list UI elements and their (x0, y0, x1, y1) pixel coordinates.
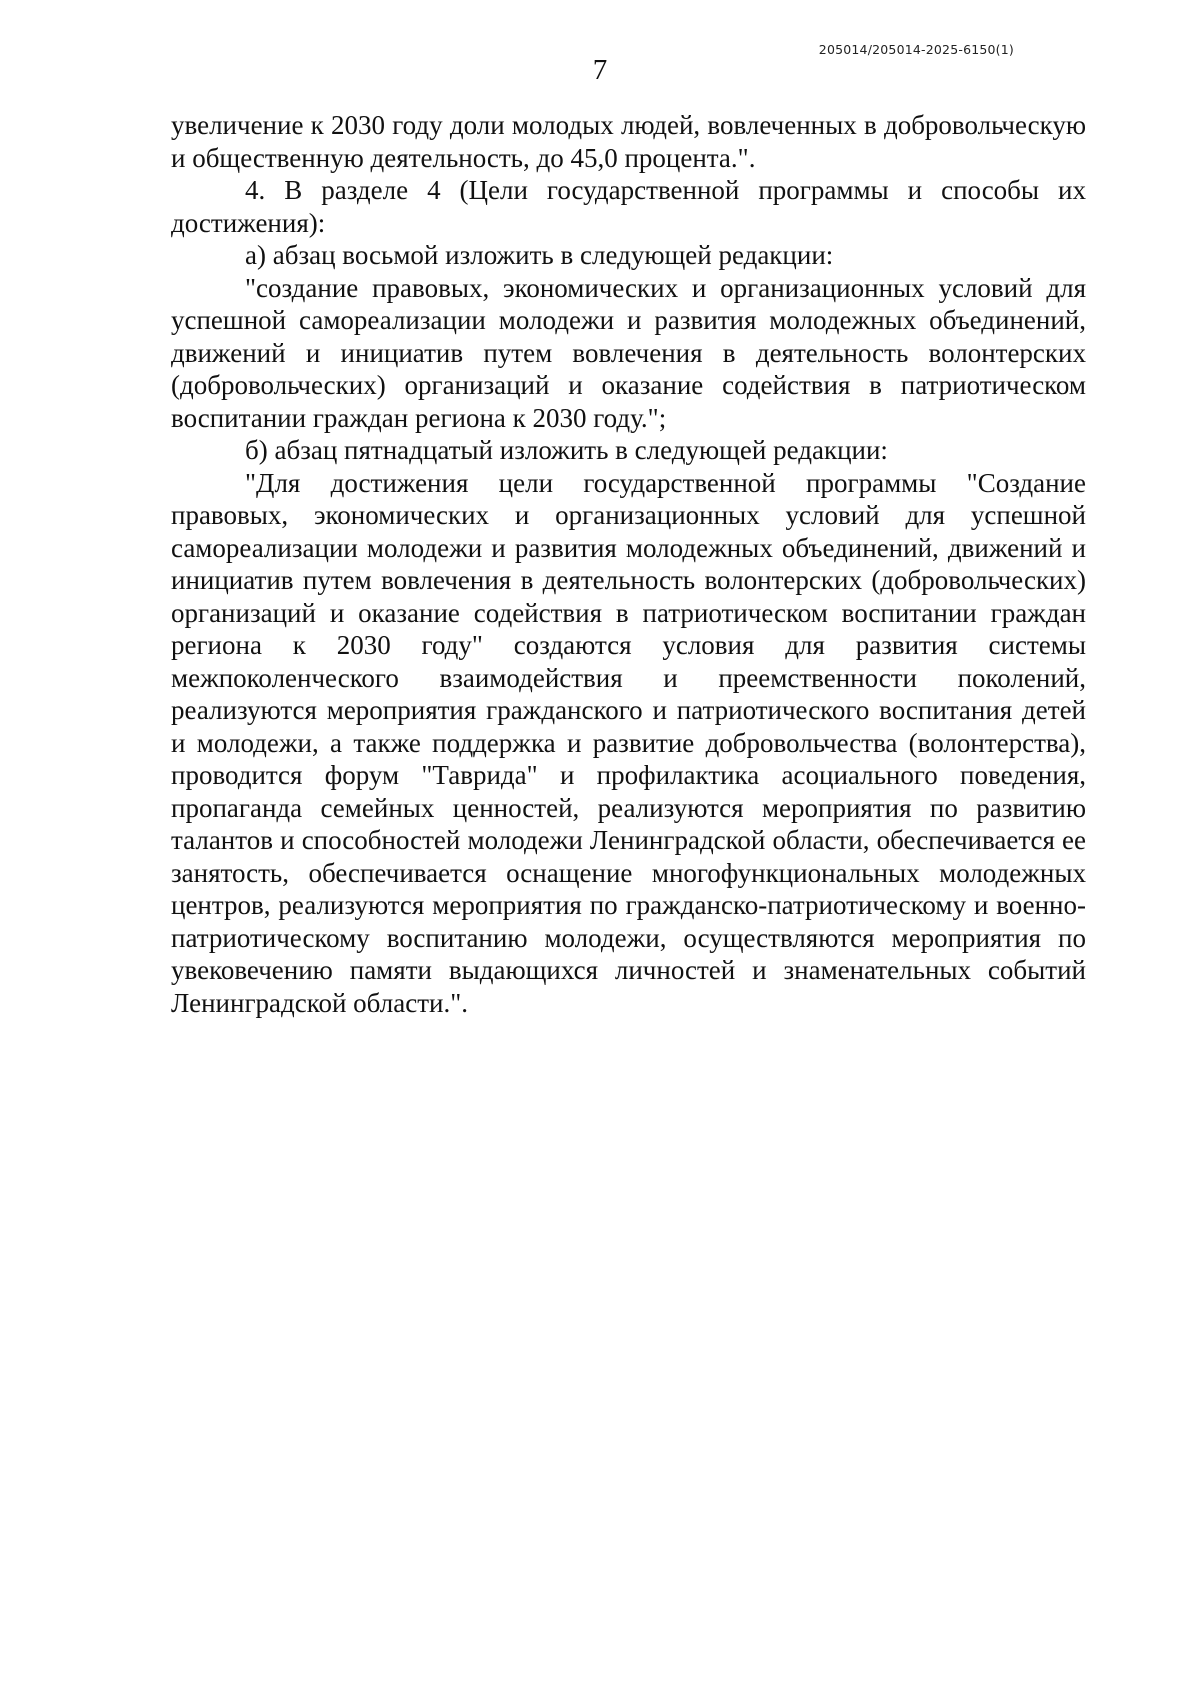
paragraph-section-4: 4. В разделе 4 (Цели государственной программы и способы их достижения): (171, 175, 1086, 238)
paragraph-quote-a: "создание правовых, экономических и организационных условий для успешной самореализации молодежи и развития молодежных объединений, движений и инициатив путем вовлечения в деятельность волонтерских (добровольческих) организаций и оказание содействия в патриотическом воспитании граждан региона к 2030 году."; (171, 272, 1086, 433)
paragraph-item-a: а) абзац восьмой изложить в следующей редакции: (245, 240, 834, 270)
document-body (171, 109, 1086, 1019)
registration-number: 205014/205014-2025-6150(1) (818, 42, 1014, 57)
paragraph-continuation: увеличение к 2030 году доли молодых людей, вовлеченных в добровольческую и общественную деятельность, до 45,0 процента.". (171, 110, 1086, 173)
paragraph-item-b: б) абзац пятнадцатый изложить в следующей редакции: (245, 435, 888, 465)
page-number: 7 (592, 54, 608, 86)
paragraph-quote-b: "Для достижения цели государственной программы "Создание правовых, экономических и организационных условий для успешной самореализации молодежи и развития молодежных объединений, движений и инициатив путем вовлечения в деятельность волонтерских (добровольческих) организаций и оказание содействия в патриотическом воспитании граждан региона к 2030 году" создаются условия для развития системы межпоколенческого взаимодействия и преемственности поколений, реализуются мероприятия гражданского и патриотического воспитания детей и молодежи, а также поддержка и развитие добровольчества (волонтерства), проводится форум "Таврида" и профилактика асоциального поведения, пропаганда семейных ценностей, реализуются мероприятия по развитию талантов и способностей молодежи Ленинградской области, обеспечивается ее занятость, обеспечивается оснащение многофункциональных молодежных центров, реализуются мероприятия по гражданско-патриотическому и военно-патриотическому воспитанию молодежи, осуществляются мероприятия по увековечению памяти выдающихся личностей и знаменательных событий Ленинградской области.". (171, 467, 1086, 1018)
